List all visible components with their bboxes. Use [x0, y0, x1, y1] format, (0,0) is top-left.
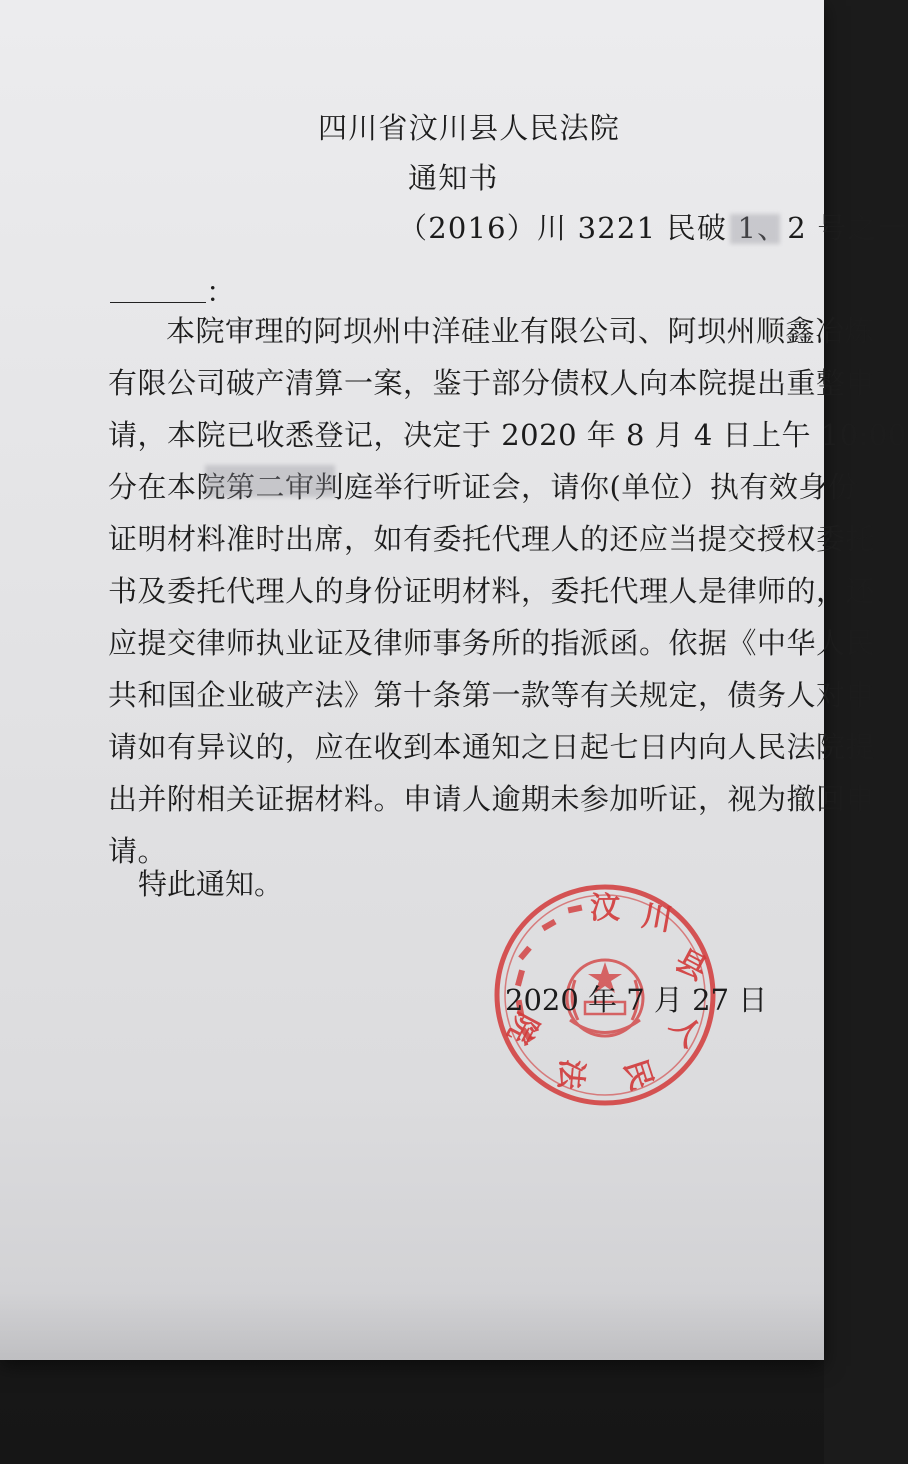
closing-phrase: 特此通知。	[138, 867, 284, 901]
svg-text:民: 民	[616, 1055, 660, 1095]
svg-text:川: 川	[639, 898, 675, 939]
svg-text:院: 院	[499, 1006, 545, 1050]
body-line-7: 应提交律师执业证及律师事务所的指派函。依据《中华人民	[108, 626, 876, 660]
body-line-1: 本院审理的阿坝州中洋硅业有限公司、阿坝州顺鑫冶炼	[166, 314, 875, 348]
court-name: 四川省汶川县人民法院	[318, 111, 621, 145]
body-line-4: 分在本院第二审判庭举行听证会，请你(单位）执有效身份	[108, 470, 858, 504]
svg-text:人: 人	[662, 1008, 709, 1055]
body-line-11: 请。	[108, 834, 168, 868]
body-line-2: 有限公司破产清算一案，鉴于部分债权人向本院提出重整申	[108, 366, 876, 400]
body-line-10: 出并附相关证据材料。申请人逾期未参加听证，视为撤回申	[108, 782, 876, 816]
body-line-3: 请，本院已收悉登记，决定于 2020 年 8 月 4 日上午 10:00	[108, 418, 907, 452]
addressee-colon: ：	[206, 275, 236, 309]
body-line-5: 证明材料准时出席，如有委托代理人的还应当提交授权委托	[108, 522, 876, 556]
redaction-blur-room	[205, 465, 335, 497]
notice-body	[108, 305, 907, 877]
issue-date: 2020 年 7 月 27 日	[505, 983, 768, 1017]
case-number: （2016）川 3221 民破 1、2 号之一	[398, 211, 908, 245]
document-type: 通知书	[408, 161, 499, 195]
addressee-blank-line	[110, 302, 206, 303]
paper-bottom-shadow	[0, 1290, 824, 1360]
svg-text:汶: 汶	[590, 891, 620, 926]
redaction-blur-case	[730, 214, 780, 244]
body-line-6: 书及委托代理人的身份证明材料，委托代理人是律师的，还	[108, 574, 876, 608]
svg-text:法: 法	[551, 1057, 590, 1091]
svg-text:县: 县	[669, 942, 713, 988]
body-line-8: 共和国企业破产法》第十条第一款等有关规定，债务人对申	[108, 678, 876, 712]
body-line-9: 请如有异议的，应在收到本通知之日起七日内向人民法院提	[108, 730, 876, 764]
